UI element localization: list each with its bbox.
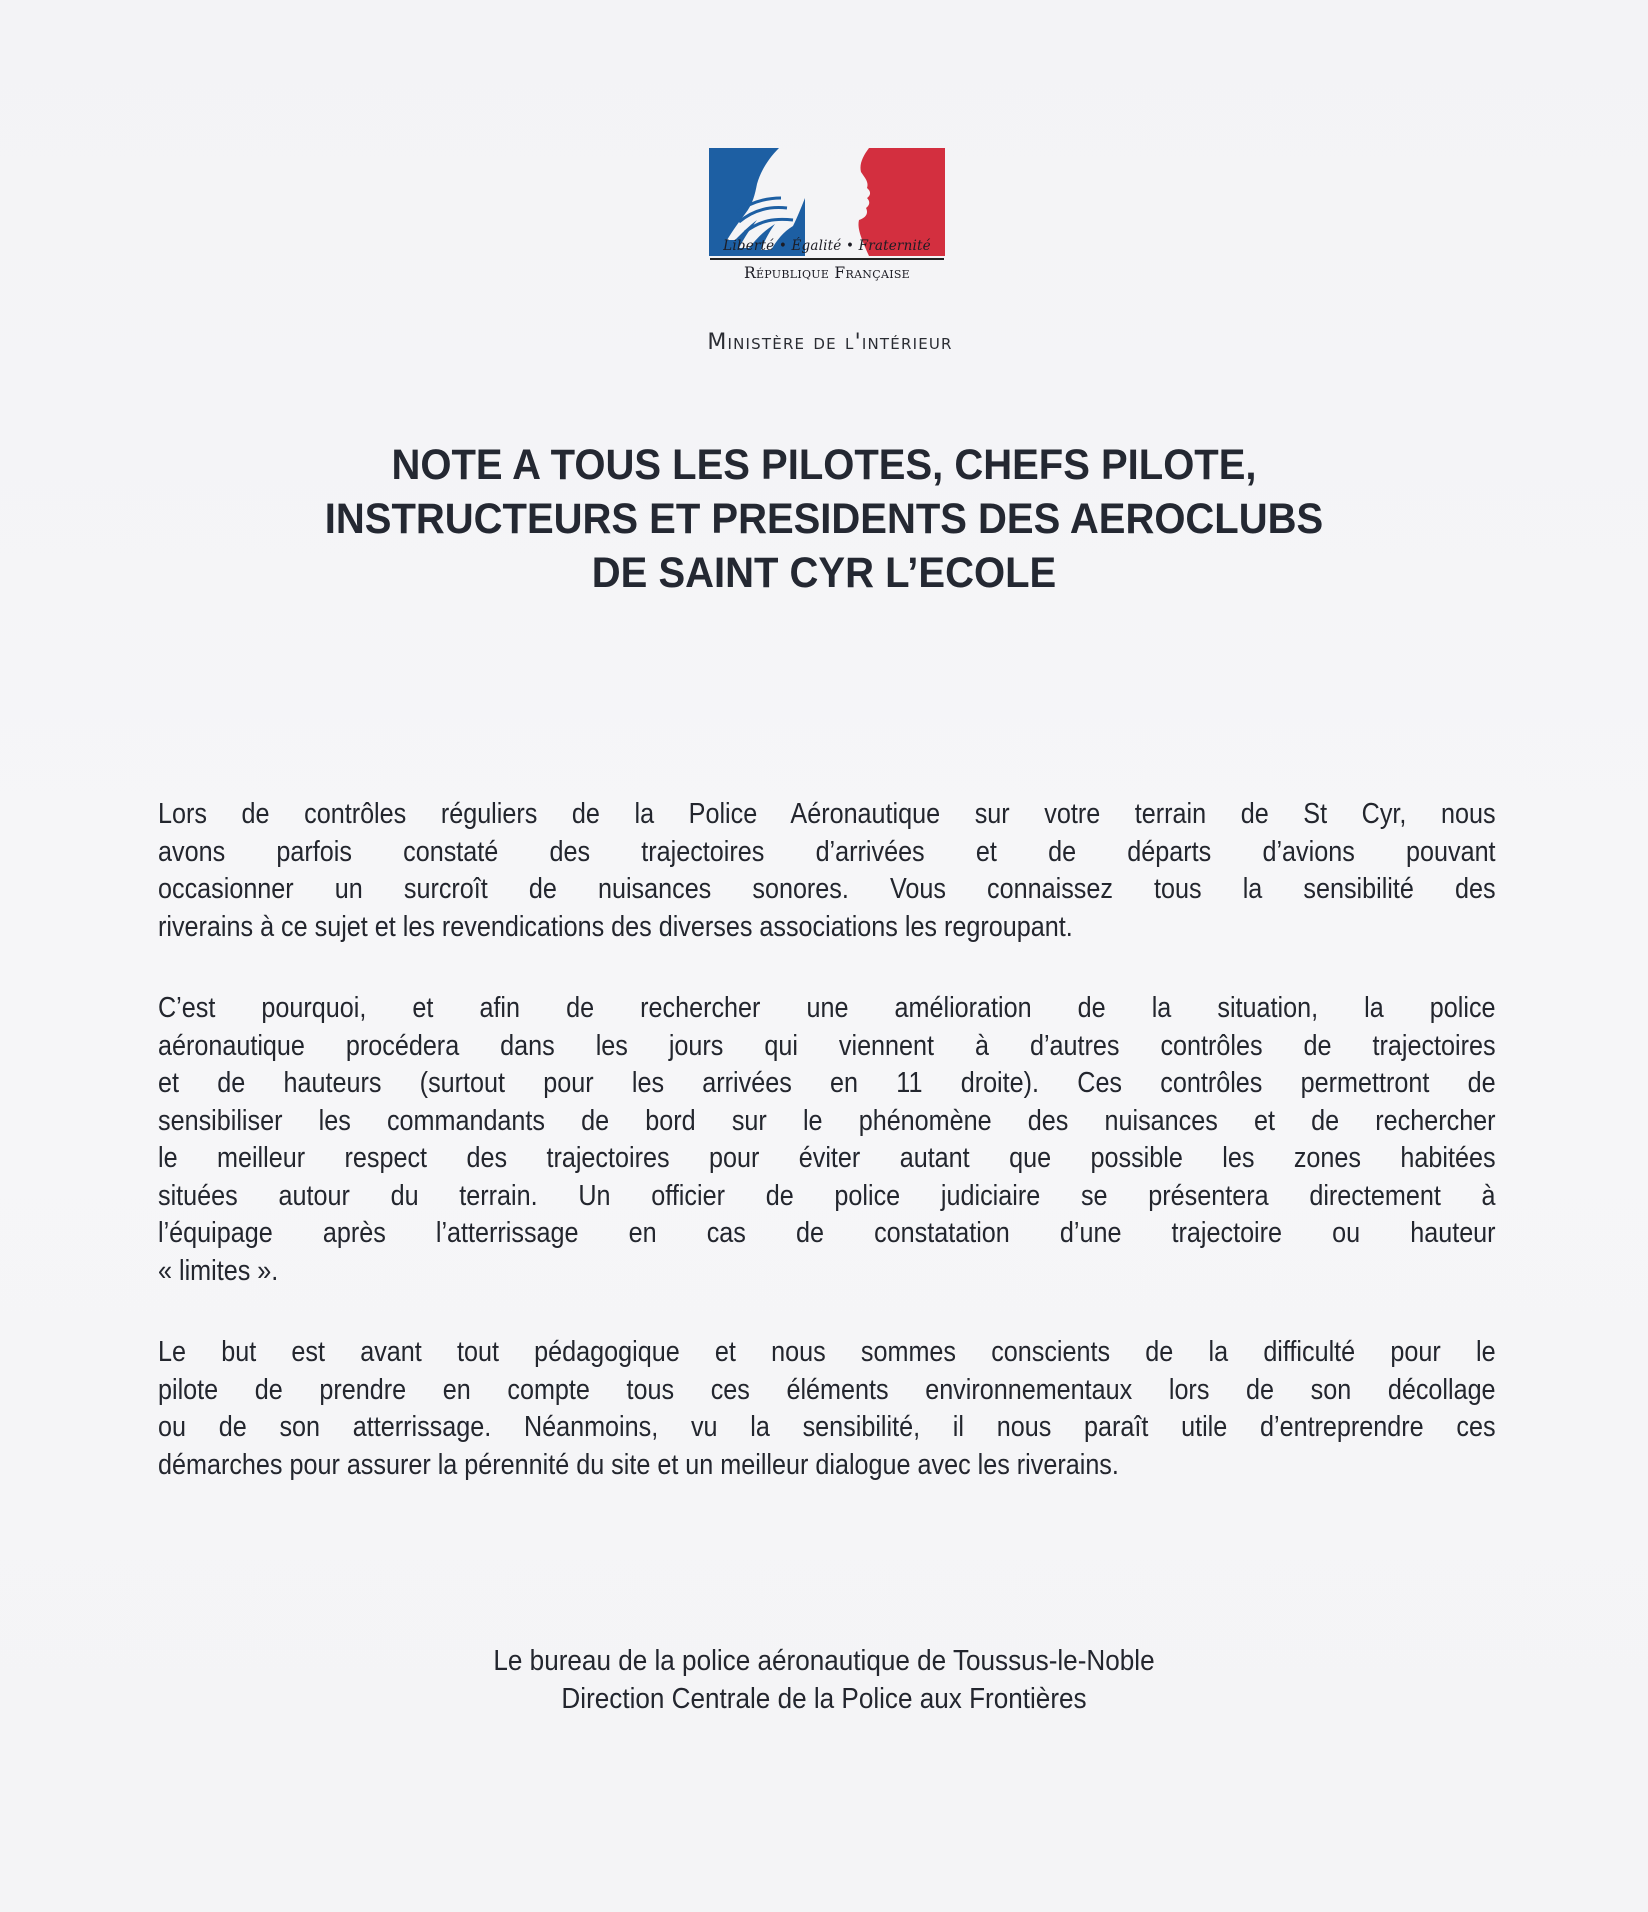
text-line-content: démarches pour assurer la pérennité du site et un meilleur dialogue avec les riverains. (158, 1448, 1119, 1481)
title-line: DE SAINT CYR L’ECOLE (591, 549, 1057, 597)
logo-republique-francaise: République Française (743, 264, 911, 282)
text-line-content: sensibiliser les commandants de bord sur le phénomène des nuisances et de rechercher (158, 1104, 1496, 1137)
text-line-content: pilote de prendre en compte tous ces éléments environnementaux lors de son décollage (158, 1373, 1496, 1406)
text-line-content: et de hauteurs (surtout pour les arrivées en 11 droite). Ces contrôles permettront de (158, 1067, 1496, 1099)
text-line (158, 871, 1496, 909)
text-line-content: le meilleur respect des trajectoires pour éviter autant que possible les zones habitées (158, 1142, 1496, 1174)
text-line (158, 1140, 1496, 1178)
text-line (158, 1215, 1496, 1253)
logo-divider (710, 258, 944, 260)
text-line (158, 1409, 1496, 1447)
text-line-content: avons parfois constaté des trajectoires d’arrivées et de départs d’avions pouvant (158, 835, 1496, 868)
text-line (158, 834, 1496, 872)
text-line (158, 1372, 1496, 1410)
signature-line: Direction Centrale de la Police aux Frontières (561, 1683, 1087, 1715)
logo-motto: Liberté • Égalité • Fraternité (723, 238, 931, 254)
text-line-content: situées autour du terrain. Un officier de police judiciaire se présentera directement à (158, 1179, 1496, 1212)
text-line (158, 1334, 1496, 1372)
text-line-content: « limites ». (158, 1254, 279, 1287)
text-line-content: ou de son atterrissage. Néanmoins, vu la sensibilité, il nous paraît utile d’entreprendre ces (158, 1411, 1496, 1443)
title-line: NOTE A TOUS LES PILOTES, CHEFS PILOTE, (391, 441, 1257, 489)
text-line (158, 909, 1496, 947)
signature-line: Le bureau de la police aéronautique de Toussus-le-Noble (493, 1645, 1155, 1677)
signature-block (300, 1642, 1348, 1718)
text-line (158, 1178, 1496, 1216)
paragraph-2 (158, 990, 1496, 1290)
document-title (197, 438, 1451, 600)
ministry-name: Ministère de l'intérieur (707, 330, 953, 355)
paragraph-1 (158, 796, 1496, 946)
text-line (158, 1028, 1496, 1066)
text-line (158, 1253, 1496, 1291)
text-line-content: aéronautique procédera dans les jours qui viennent à d’autres contrôles de trajectoires (158, 1029, 1496, 1062)
text-line-content: C’est pourquoi, et afin de rechercher une amélioration de la situation, la police (158, 992, 1496, 1024)
text-line (158, 1103, 1496, 1141)
text-line-content: occasionner un surcroît de nuisances sonores. Vous connaissez tous la sensibilité des (158, 873, 1496, 905)
title-line: INSTRUCTEURS ET PRESIDENTS DES AEROCLUBS (324, 495, 1324, 543)
text-line (158, 1447, 1496, 1485)
text-line (158, 1065, 1496, 1103)
text-line-content: Le but est avant tout pédagogique et nous sommes conscients de la difficulté pour le (158, 1336, 1496, 1368)
text-line-content: l’équipage après l’atterrissage en cas de constatation d’une trajectoire ou hauteur (158, 1217, 1496, 1249)
republique-francaise-logo (706, 146, 948, 296)
text-line (158, 990, 1496, 1028)
text-line-content: Lors de contrôles réguliers de la Police Aéronautique sur votre terrain de St Cyr, nous (158, 798, 1496, 830)
paragraph-3 (158, 1334, 1496, 1484)
text-line (158, 796, 1496, 834)
text-line-content: riverains à ce sujet et les revendications des diverses associations les regroupant. (158, 910, 1073, 943)
